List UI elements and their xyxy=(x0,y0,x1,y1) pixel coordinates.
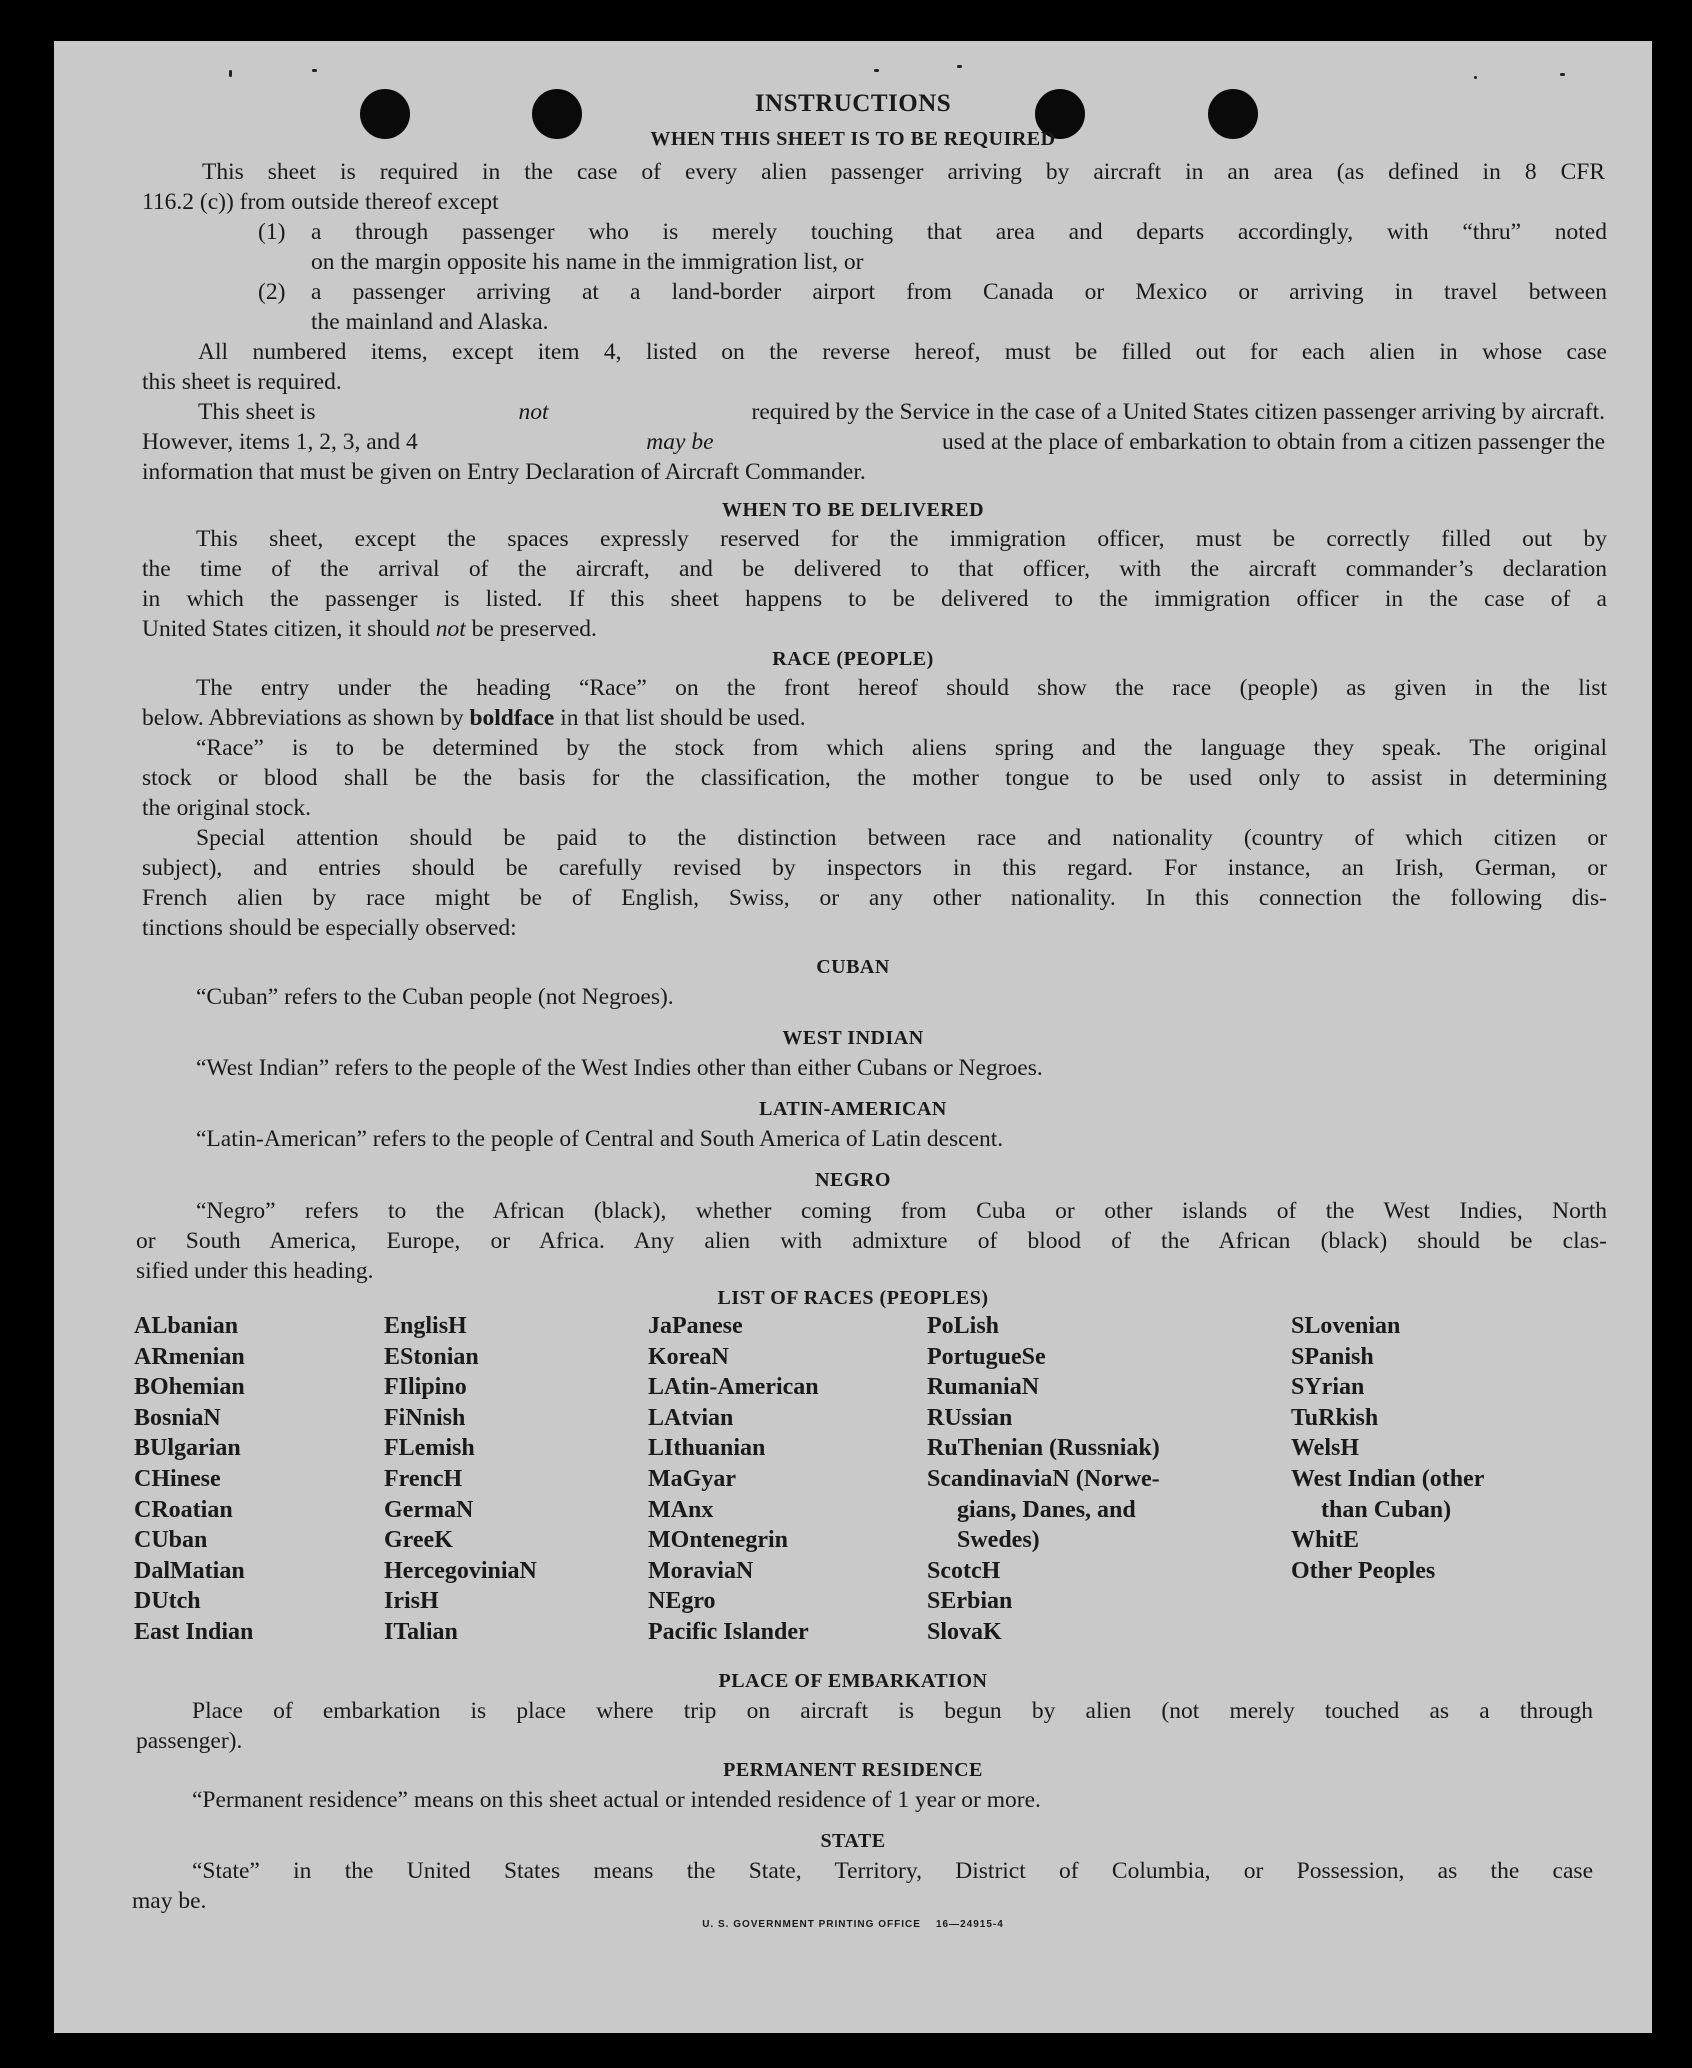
race-item: IrisH xyxy=(384,1588,439,1615)
race-item: SlovaK xyxy=(927,1618,1002,1645)
race-item: NEgro xyxy=(648,1588,716,1615)
race-item: LAtvian xyxy=(648,1404,734,1431)
race-item: East Indian xyxy=(134,1618,254,1645)
paragraph-line: the time of the arrival of the aircraft, and be delivered to that officer, with the aircraft commander’s declaration xyxy=(142,556,1607,582)
race-item: RUssian xyxy=(927,1404,1013,1431)
paragraph-line: information that must be given on Entry Declaration of Aircraft Commander. xyxy=(142,459,866,485)
speck xyxy=(874,69,879,72)
race-item: ARmenian xyxy=(134,1343,245,1370)
race-item: CUban xyxy=(134,1527,208,1554)
race-item: SErbian xyxy=(927,1588,1013,1615)
paragraph-line: tinctions should be especially observed: xyxy=(142,915,517,941)
race-item: MAnx xyxy=(648,1496,714,1523)
speck xyxy=(312,69,317,72)
race-item: TuRkish xyxy=(1291,1404,1379,1431)
document-sheet xyxy=(54,41,1652,2033)
section-heading: RACE (PEOPLE) xyxy=(772,648,934,670)
race-item: JaPanese xyxy=(648,1313,743,1339)
race-item: DUtch xyxy=(134,1588,201,1615)
races-column xyxy=(384,1311,537,1648)
race-item: WelsH xyxy=(1291,1435,1360,1462)
race-item: GermaN xyxy=(384,1496,474,1523)
paragraph-line: sified under this heading. xyxy=(136,1258,374,1284)
speck xyxy=(1474,76,1477,79)
list-marker: (2) xyxy=(258,279,286,305)
paragraph-line: this sheet is required. xyxy=(142,369,342,395)
paragraph-line: 116.2 (c)) from outside thereof except xyxy=(142,189,499,215)
race-item: GreeK xyxy=(384,1527,453,1554)
speck xyxy=(229,70,232,77)
section-heading: NEGRO xyxy=(815,1169,891,1191)
paragraph-line: “Permanent residence” means on this sheet actual or intended residence of 1 year or more. xyxy=(192,1787,1041,1813)
paragraph-line: All numbered items, except item 4, listed on the reverse hereof, must be filled out for each alien in whose case xyxy=(198,339,1607,365)
race-item: ALbanian xyxy=(134,1313,239,1339)
printer-imprint: U. S. GOVERNMENT PRINTING OFFICE 16—24915-4 xyxy=(702,1919,1004,1930)
race-item: Other Peoples xyxy=(1291,1557,1436,1584)
race-item: MoraviaN xyxy=(648,1557,754,1584)
race-item: MOntenegrin xyxy=(648,1527,788,1554)
paragraph-line: “Latin-American” refers to the people of Central and South America of Latin descent. xyxy=(196,1126,1004,1152)
paragraph-line: This sheet, except the spaces expressly reserved for the immigration officer, must be correctly filled out by xyxy=(196,526,1607,552)
race-item: WhitE xyxy=(1291,1527,1360,1554)
section-heading: WHEN TO BE DELIVERED xyxy=(721,499,985,521)
speck xyxy=(1560,73,1565,76)
race-item: BosniaN xyxy=(134,1404,221,1431)
race-item: CHinese xyxy=(134,1465,221,1492)
list-marker: (1) xyxy=(258,219,286,245)
paragraph-line: or South America, Europe, or Africa. Any alien with admixture of blood of the African (black) should be clas- xyxy=(136,1228,1607,1254)
speck xyxy=(957,65,962,68)
paragraph-line: However, items 1, 2, 3, and 4 may be used at the place of embarkation to obtain from a citizen passenger the xyxy=(142,429,1605,455)
race-item: than Cuban) xyxy=(1321,1496,1452,1523)
race-item: EnglisH xyxy=(384,1313,467,1339)
race-item: SPanish xyxy=(1291,1343,1374,1370)
paragraph-line: on the margin opposite his name in the immigration list, or xyxy=(311,249,864,275)
section-heading: PERMANENT RESIDENCE xyxy=(723,1759,983,1781)
race-item: MaGyar xyxy=(648,1465,736,1492)
paragraph-line: may be. xyxy=(132,1888,207,1914)
paragraph-line: the original stock. xyxy=(142,795,312,821)
section-heading: CUBAN xyxy=(816,956,890,978)
paragraph-line: “State” in the United States means the State, Territory, District of Columbia, or Possession, as the case xyxy=(192,1858,1593,1884)
paragraph-line: This sheet is required in the case of every alien passenger arriving by aircraft in an area (as defined in 8 CFR xyxy=(202,159,1605,185)
paragraph-line: “Race” is to be determined by the stock from which aliens spring and the language they speak. The original xyxy=(196,735,1607,761)
section-heading: WEST INDIAN xyxy=(782,1027,924,1049)
races-column xyxy=(927,1311,1207,1648)
race-item: gians, Danes, and xyxy=(957,1496,1136,1523)
paragraph-line: “West Indian” refers to the people of the West Indies other than either Cubans or Negroes. xyxy=(196,1055,1043,1081)
race-item: LAtin-American xyxy=(648,1374,819,1401)
race-item: West Indian (other xyxy=(1291,1465,1485,1492)
paragraph-line: French alien by race might be of English, Swiss, or any other nationality. In this connection the following dis- xyxy=(142,885,1607,911)
races-column xyxy=(648,1311,819,1648)
races-column xyxy=(134,1311,253,1648)
paragraph-line: United States citizen, it should not be preserved. xyxy=(142,616,597,642)
paragraph-line: below. Abbreviations as shown by boldface in that list should be used. xyxy=(142,705,806,731)
races-column xyxy=(1291,1311,1484,1586)
race-item: FIlipino xyxy=(384,1374,467,1401)
page-title: INSTRUCTIONS xyxy=(754,90,952,117)
paragraph-line: stock or blood shall be the basis for the classification, the mother tongue to be used only to assist in determining xyxy=(142,765,1607,791)
paragraph-line: Special attention should be paid to the distinction between race and nationality (country of which citizen or xyxy=(196,825,1607,851)
race-item: BOhemian xyxy=(134,1374,245,1401)
paragraph-line: “Negro” refers to the African (black), whether coming from Cuba or other islands of the West Indies, North xyxy=(196,1198,1607,1224)
race-item: BUlgarian xyxy=(134,1435,241,1462)
section-heading: LIST OF RACES (PEOPLES) xyxy=(717,1287,989,1309)
section-heading: LATIN-AMERICAN xyxy=(759,1098,947,1120)
race-item: EStonian xyxy=(384,1343,479,1370)
paragraph-line: This sheet is not required by the Service in the case of a United States citizen passenger arriving by aircraft. xyxy=(198,399,1605,425)
paragraph-line: “Cuban” refers to the Cuban people (not Negroes). xyxy=(196,984,674,1010)
race-item: RumaniaN xyxy=(927,1374,1040,1401)
race-item: CRoatian xyxy=(134,1496,233,1523)
race-item: HercegoviniaN xyxy=(384,1557,537,1584)
section-heading: STATE xyxy=(820,1830,886,1852)
race-item: KoreaN xyxy=(648,1343,729,1370)
race-item: FLemish xyxy=(384,1435,475,1462)
paragraph-line: the mainland and Alaska. xyxy=(311,309,549,335)
race-item: ScandinaviaN (Norwe- xyxy=(927,1465,1160,1492)
paragraph-line: a through passenger who is merely touching that area and departs accordingly, with “thru” noted xyxy=(311,219,1607,245)
race-item: Pacific Islander xyxy=(648,1618,809,1645)
race-item: FiNnish xyxy=(384,1404,466,1431)
race-item: ScotcH xyxy=(927,1557,1001,1584)
section-heading: PLACE OF EMBARKATION xyxy=(718,1670,988,1692)
race-item: Swedes) xyxy=(957,1527,1040,1554)
race-item: PoLish xyxy=(927,1313,1000,1339)
paragraph-line: subject), and entries should be carefully revised by inspectors in this regard. For instance, an Irish, German, or xyxy=(142,855,1607,881)
race-item: ITalian xyxy=(384,1618,458,1645)
section-heading: WHEN THIS SHEET IS TO BE REQUIRED xyxy=(650,128,1056,150)
race-item: SYrian xyxy=(1291,1374,1365,1401)
race-item: RuThenian (Russniak) xyxy=(927,1435,1160,1462)
paragraph-line: passenger). xyxy=(136,1728,243,1754)
race-item: SLovenian xyxy=(1291,1313,1401,1339)
race-item: LIthuanian xyxy=(648,1435,766,1462)
race-item: FrencH xyxy=(384,1465,463,1492)
paragraph-line: The entry under the heading “Race” on the front hereof should show the race (people) as given in the list xyxy=(196,675,1607,701)
paragraph-line: in which the passenger is listed. If this sheet happens to be delivered to the immigration officer in the case of a xyxy=(142,586,1607,612)
paragraph-line: a passenger arriving at a land-border airport from Canada or Mexico or arriving in travel between xyxy=(311,279,1607,305)
paragraph-line: Place of embarkation is place where trip on aircraft is begun by alien (not merely touched as a through xyxy=(192,1698,1593,1724)
race-item: PortugueSe xyxy=(927,1343,1046,1370)
race-item: DalMatian xyxy=(134,1557,245,1584)
